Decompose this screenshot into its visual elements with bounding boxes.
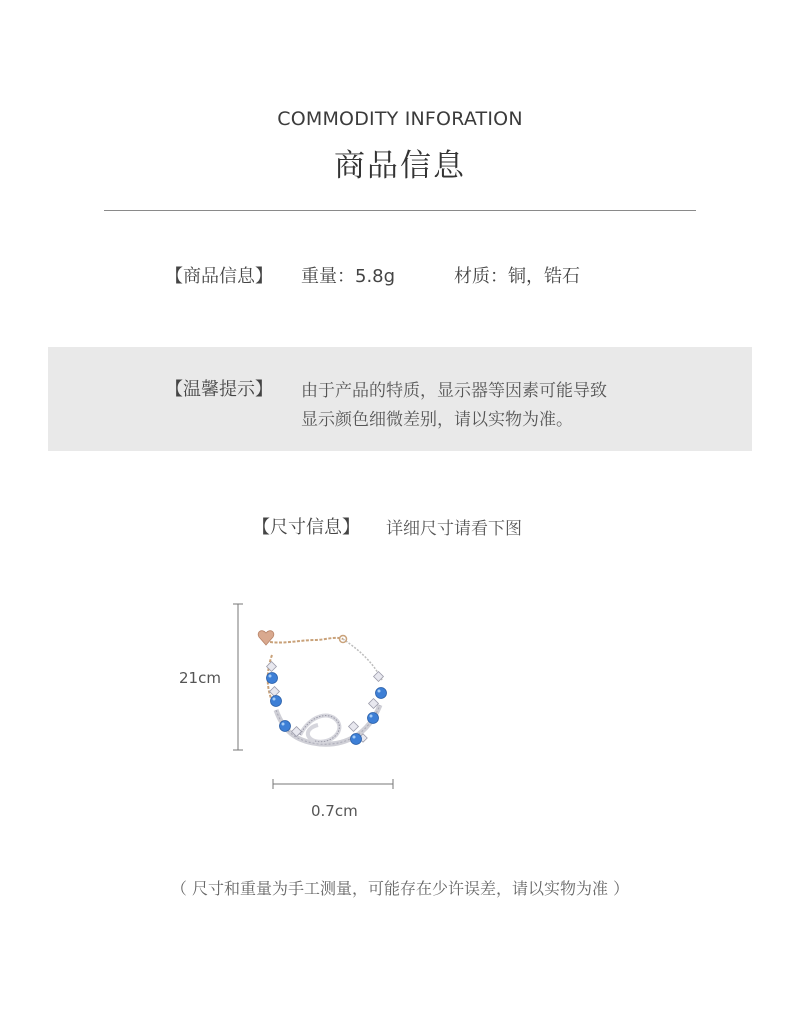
title-chinese: 商品信息 [334,148,466,184]
info-material: 材质：铜，锆石 [454,266,580,287]
measurement-note: （ 尺寸和重量为手工测量，可能存在少许误差，请以实物为准 ） [170,879,630,898]
size-label: 【尺寸信息】 [252,517,360,538]
bracelet-illustration [258,631,386,745]
height-dimension-line [233,604,243,750]
info-weight: 重量：5.8g [301,266,396,287]
width-label: 0.7cm [311,802,358,820]
size-text: 详细尺寸请看下图 [386,519,522,539]
extension-chain [270,638,343,643]
title-english: COMMODITY INFORATION [277,108,523,130]
tip-line-2: 显示颜色细微差别，请以实物为准。 [301,410,573,430]
tip-label: 【温馨提示】 [165,379,273,400]
blue-stones [267,673,387,745]
width-dimension-line [273,779,393,789]
info-label: 【商品信息】 [165,266,273,287]
height-label: 21cm [179,669,221,687]
tip-line-1: 由于产品的特质，显示器等因素可能导致 [301,381,607,401]
